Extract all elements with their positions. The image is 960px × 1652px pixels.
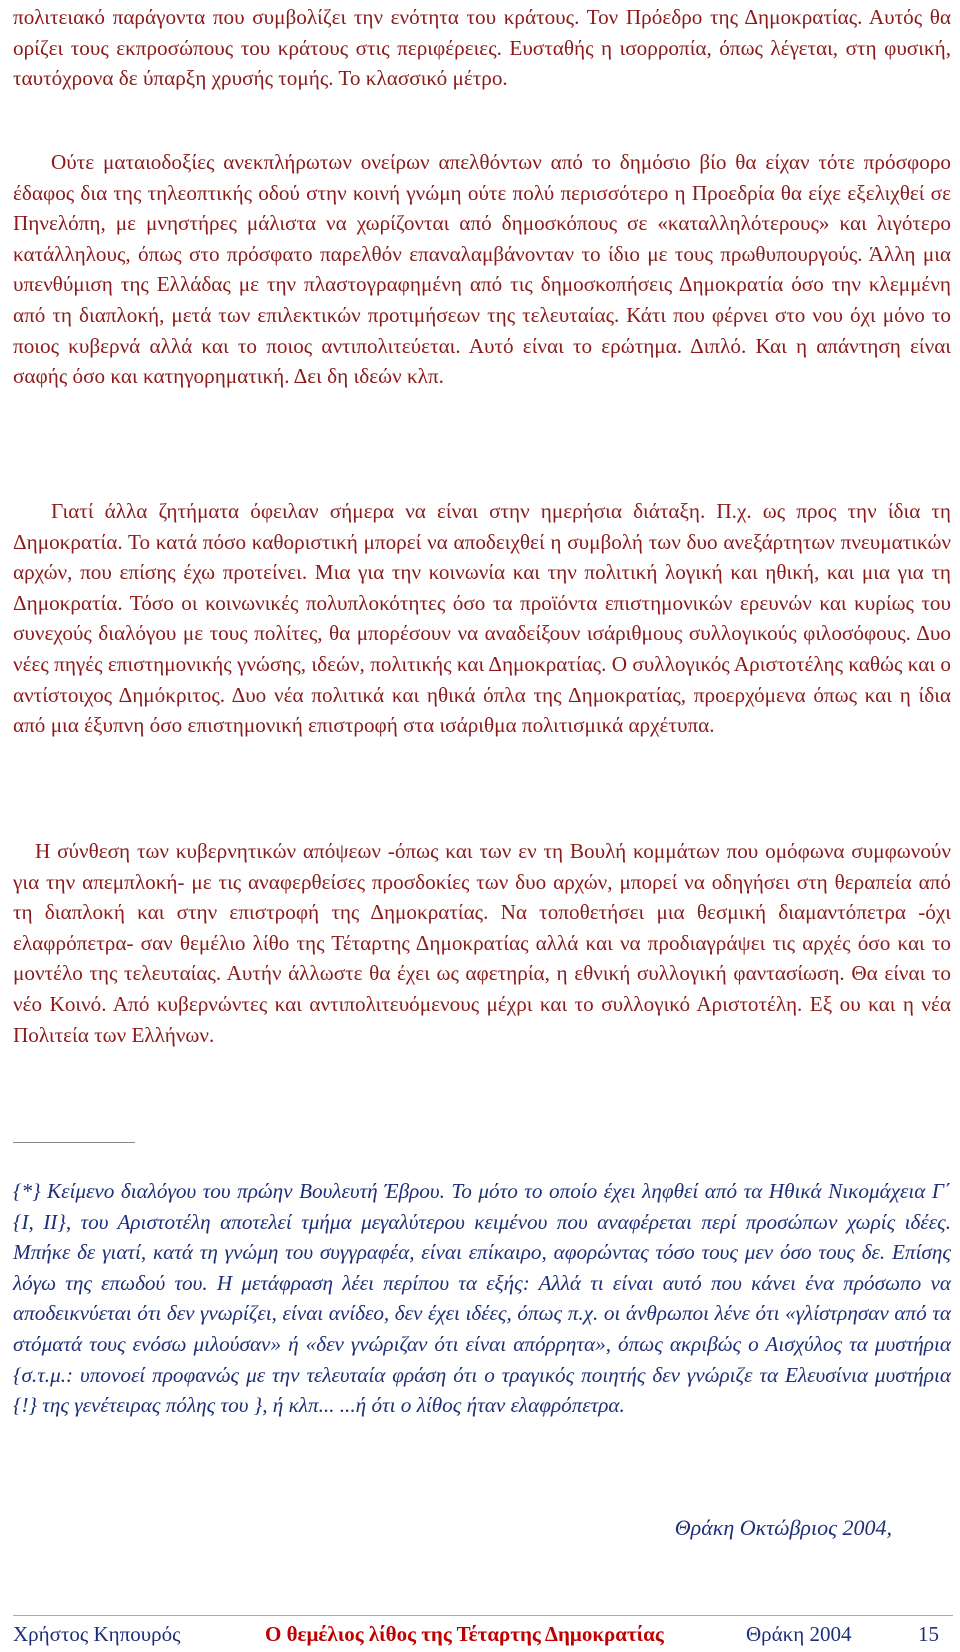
paragraph-1: πολιτειακό παράγοντα που συμβολίζει την ενότητα του κράτους. Τον Πρόεδρο της Δημοκρατίας. Αυτός θα ορίζει τους εκπροσώπους του κράτους στις περιφέρειες. Ευσταθής η ισορροπία, όπως λέγεται, στη φυσική, ταυτόχρονα δε ύπαρξη χρυσής τομής. Το κλασσικό μέτρο. [13, 5, 951, 91]
footnote-separator [13, 1142, 135, 1143]
page-number: 15 [918, 1622, 939, 1646]
signature-place-date: Θράκη Οκτώβριος 2004, [674, 1515, 892, 1540]
footnote: {*} Κείμενο διαλόγου του πρώην Βουλευτή Έβρου. Το μότο το οποίο έχει ληφθεί από τα Ηθικά Νικομάχεια Γ΄ {I, II}, του Αριστοτέλη αποτελεί τμήμα μεγαλύτερου κειμένου που αναφέρεται περί προσώπων χωρίς ιδέες. Μπήκε δε γιατί, κατά τη γνώμη του συγγραφέα, είναι επίκαιρο, αφορώντας τόσο τους μεν όσο τους δε. Επίσης λόγω της επωδού του. Η μετάφραση λέει περίπου τα εξής: Αλλά τι είναι αυτό που κάνει ένα πρόσωπο να αποδεικνύεται ότι δεν γνωρίζει, είναι ανίδεο, δεν έχει ιδέες, όπως π.χ. οι άνθρωποι λένε ότι «γλίστρησαν από τα στόματά τους ενόσω μιλούσαν» ή «δεν γνώριζαν ότι είναι απόρρητα», όπως ακριβώς ο Αισχύλος τα μυστήρια {σ.τ.μ.: υπονοεί προφανώς με την τελευταία φράση ότι ο τραγικός ποιητής δεν γνώριζε τα Ελευσίνια μυστήρια {!} της γενέτειρας πόλης του }, ή κλπ... ...ή ότι ο λίθος ήταν ελαφρόπετρα. [13, 1179, 951, 1418]
footer-divider [13, 1615, 953, 1616]
paragraph-4: Η σύνθεση των κυβερνητικών απόψεων -όπως και των εν τη Βουλή κομμάτων που ομόφωνα συμφωνούν για την απεμπλοκή- με τις αναφερθείσες προσδοκίες των δυο αρχών, μπορεί να οδηγήσει στη θεραπεία από τη διαπλοκή και στην επιστροφή της Δημοκρατίας. Να τοποθετήσει μια θεσμική διαμαντόπετρα -όχι ελαφρόπετρα- σαν θεμέλιο λίθο της Τέταρτης Δημοκρατίας αλλά και να προδιαγράψει τις αρχές όσο και το μοντέλο της τελευταίας. Αυτήν άλλωστε θα έχει ως αφετηρία, η εθνική συλλογική φαντασίωση. Θα είναι το νέο Κοινό. Από κυβερνώντες και αντιπολιτευόμενους μέχρι και το συλλογικό Αριστοτέλη. Εξ ου και η νέα Πολιτεία των Ελλήνων. [13, 839, 951, 1047]
footer-place-year: Θράκη 2004 [746, 1622, 852, 1646]
page-footer [13, 1620, 953, 1650]
footer-title: Ο θεμέλιος λίθος της Τέταρτης Δημοκρατίας [265, 1622, 664, 1646]
paragraph-3: Γιατί άλλα ζητήματα όφειλαν σήμερα να είναι στην ημερήσια διάταξη. Π.χ. ως προς την ίδια τη Δημοκρατία. Το κατά πόσο καθοριστική μπορεί να αποδειχθεί η συμβολή των δυο ανεξάρτητων πνευματικών αρχών, που επίσης έχω προτείνει. Μια για την κοινωνία και την πολιτική λογική και ηθική, και μια για τη Δημοκρατία. Τόσο οι κοινωνικές πολυπλοκότητες όσο τα προϊόντα επιστημονικών ερευνών και κυρίως του συνεχούς διαλόγου με τους πολίτες, θα μπορέσουν να αναδείξουν ισάριθμους συλλογικούς φιλοσόφους. Δυο νέες πηγές επιστημονικής γνώσης, ιδεών, πολιτικής και Δημοκρατίας. Ο συλλογικός Αριστοτέλης καθώς και ο αντίστοιχος Δημόκριτος. Δυο νέα πολιτικά και ηθικά όπλα της Δημοκρατίας, προερχόμενα όπως και η ίδια από μια έξυπνη όσο επιστημονική επιστροφή στα ισάριθμα πολιτισμικά αρχέτυπα. [13, 499, 951, 738]
footer-author: Χρήστος Κηπουρός [13, 1622, 181, 1646]
paragraph-2: Ούτε ματαιοδοξίες ανεκπλήρωτων ονείρων απελθόντων από το δημόσιο βίο θα είχαν τότε πρόσφορο έδαφος δια της τηλεοπτικής οδού στην κοινή γνώμη ούτε πολύ περισσότερο η Προεδρία θα είχε εξελιχθεί σε Πηνελόπη, με μνηστήρες μάλιστα να χωρίζονται από δημοσκόπους σε «καταλληλότερους» και λιγότερο κατάλληλους, όπως στο πρόσφατο παρελθόν επαναλαμβάνονταν το ίδιο με τους πρωθυπουργούς. Άλλη μια υπενθύμιση της Ελλάδας με την πλαστογραφημένη από τις δημοσκοπήσεις Δημοκρατία όσο την κλεμμένη από τη διαπλοκή, μετά των επιλεκτικών προτιμήσεων της τελευταίας. Κάτι που φέρνει στο νου όχι μόνο το ποιος κυβερνά αλλά και το ποιος αντιπολιτεύεται. Αυτό είναι το ερώτημα. Διπλό. Και η απάντηση είναι σαφής όσο και κατηγορηματική. Δει δη ιδεών κλπ. [13, 150, 951, 389]
